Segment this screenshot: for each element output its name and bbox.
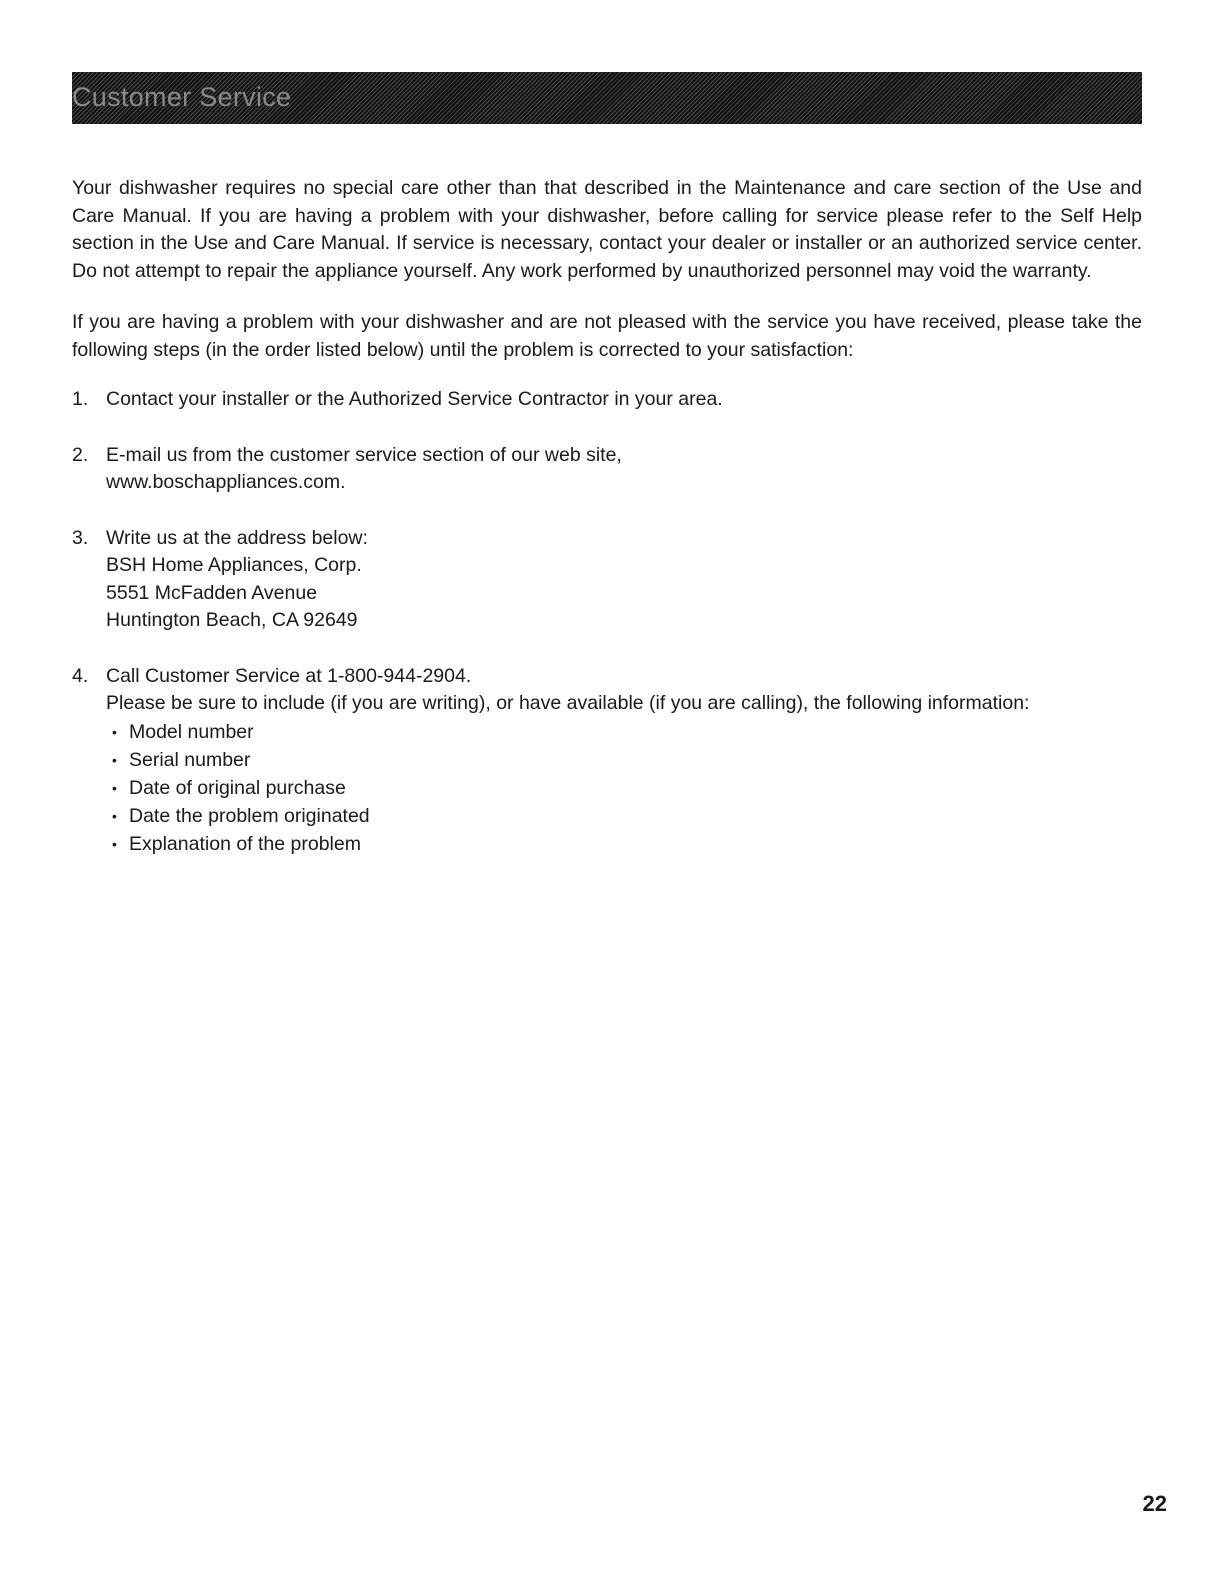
- step-text: E-mail us from the customer service section of our web site,: [106, 443, 622, 466]
- bullet-dot-icon: •: [112, 779, 117, 796]
- step-text: Contact your installer or the Authorized Service Contractor in your area.: [106, 388, 723, 410]
- steps-intro-paragraph: If you are having a problem with your dishwasher and are not pleased with the service you have received, please take the following steps (in the order listed below) until the problem is corrected to your satisfaction:: [72, 311, 1142, 361]
- step-item: [72, 525, 1142, 635]
- address-company: BSH Home Appliances, Corp.: [106, 554, 362, 576]
- step-item: [72, 442, 1142, 497]
- bullet-item: [106, 746, 1142, 774]
- address-street: 5551 McFadden Avenue: [106, 581, 318, 604]
- step-instructions: Please be sure to include (if you are writing), or have available (if you are calling), the following information:: [106, 692, 1030, 714]
- bullet-dot-icon: •: [112, 835, 117, 852]
- bullet-text: Explanation of the problem: [129, 832, 361, 855]
- info-bullet-list: [106, 718, 1142, 858]
- step-text: Write us at the address below:: [106, 526, 368, 549]
- bullet-text: Serial number: [129, 748, 251, 771]
- bullet-dot-icon: •: [112, 723, 117, 740]
- bullet-item: [106, 802, 1142, 830]
- bullet-item: [106, 830, 1142, 858]
- step-number: 4.: [72, 664, 89, 687]
- steps-list: [72, 386, 1142, 858]
- document-page: [72, 72, 1142, 886]
- bullet-text: Model number: [129, 720, 254, 743]
- step-number: 3.: [72, 526, 89, 549]
- step-item: [72, 663, 1142, 858]
- step-number: 2.: [72, 443, 89, 466]
- bullet-dot-icon: •: [112, 807, 117, 824]
- address-city: Huntington Beach, CA 92649: [106, 609, 358, 631]
- step-text: Call Customer Service at 1-800-944-2904.: [106, 664, 472, 687]
- bullet-dot-icon: •: [112, 751, 117, 768]
- bullet-item: [106, 718, 1142, 746]
- bullet-text: Date the problem originated: [129, 804, 370, 827]
- bullet-text: Date of original purchase: [129, 776, 346, 799]
- bullet-item: [106, 774, 1142, 802]
- website-link[interactable]: www.boschappliances.com.: [106, 471, 346, 493]
- section-header-bar: [72, 72, 1142, 124]
- step-number: 1.: [72, 388, 89, 410]
- section-title: Customer Service: [72, 82, 292, 112]
- intro-paragraph: Your dishwasher requires no special care other than that described in the Maintenance and care section of the Use and Care Manual. If you are having a problem with your dishwasher, before calling for service please refer to the Self Help section in the Use and Care Manual. If service is necessary, contact your dealer or installer or an authorized service center. Do not attempt to repair the appliance yourself. Any work performed by unauthorized personnel may void the warranty.: [72, 177, 1142, 282]
- page-number: 22: [1142, 1491, 1167, 1516]
- step-item: [72, 386, 1142, 414]
